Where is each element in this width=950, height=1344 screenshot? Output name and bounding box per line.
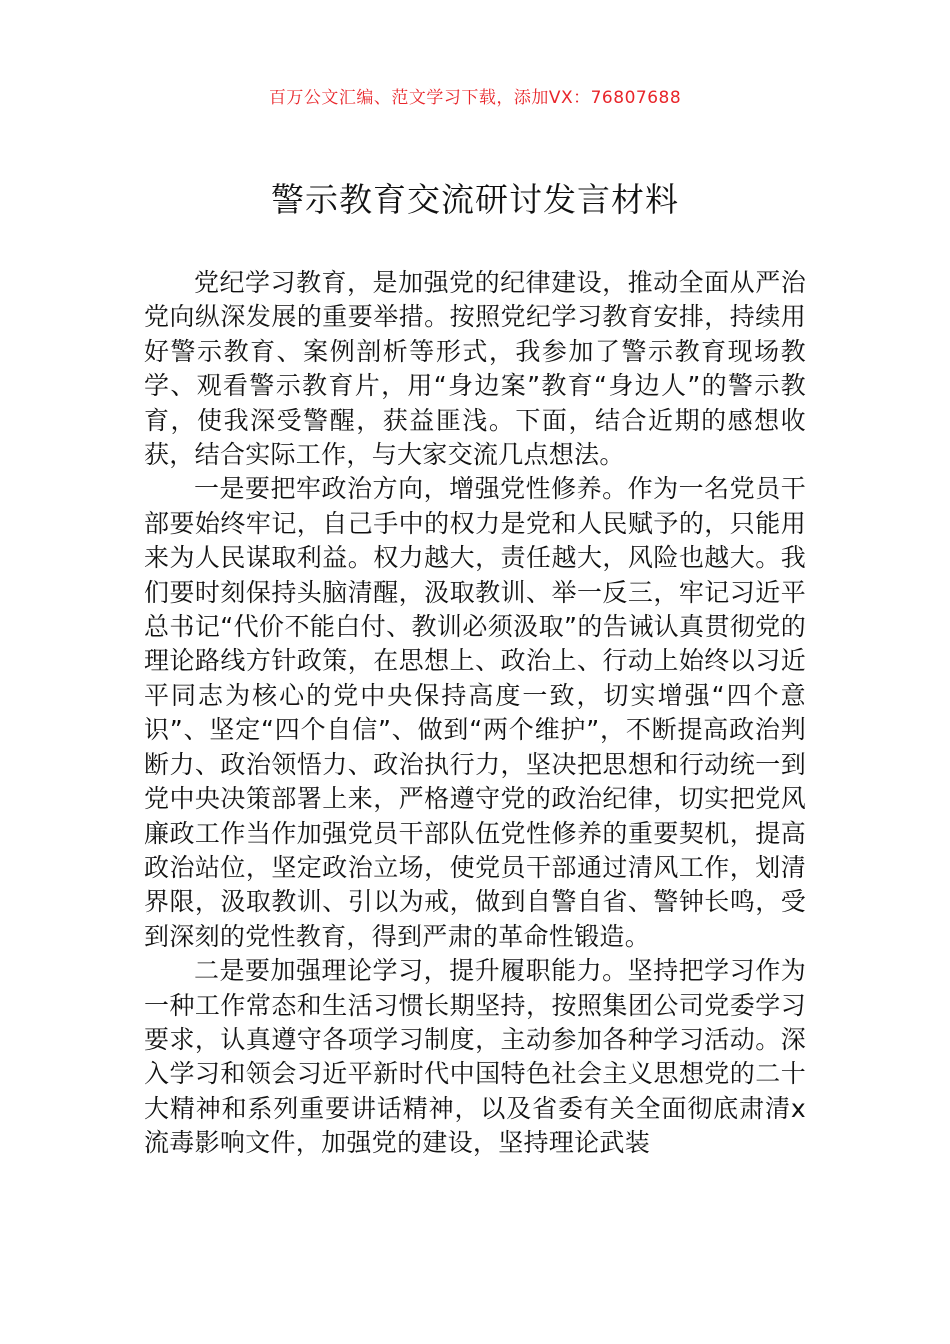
header-watermark-note: 百万公文汇编、范文学习下载，添加VX：76807688 bbox=[268, 88, 682, 108]
paragraph-point-two: 二是要加强理论学习，提升履职能力。坚持把学习作为一种工作常态和生活习惯长期坚持，按照集团公司党委学习要求，认真遵守各项学习制度，主动参加各种学习活动。深入学习和领会习近平新时代中国特色社会主义思想党的二十大精神和系列重要讲话精神，以及省委有关全面彻底肃清x流毒影响文件，加强党的建设，坚持理论武装 bbox=[144, 956, 806, 1158]
paragraph-point-one: 一是要把牢政治方向，增强党性修养。作为一名党员干部要始终牢记，自己手中的权力是党和人民赋予的，只能用来为人民谋取利益。权力越大，责任越大，风险也越大。我们要时刻保持头脑清醒，汲取教训、举一反三，牢记习近平总书记“代价不能白付、教训必须汲取”的告诫认真贯彻党的理论路线方针政策，在思想上、政治上、行动上始终以习近平同志为核心的党中央保持高度一致，切实增强“四个意识”、坚定“四个自信”、做到“两个维护”，不断提高政治判断力、政治领悟力、政治执行力，坚决把思想和行动统一到党中央决策部署上来，严格遵守党的政治纪律，切实把党风廉政工作当作加强党员干部队伍党性修养的重要契机，提高政治站位，坚定政治立场，使党员干部通过清风工作，划清界限，汲取教训、引以为戒，做到自警自省、警钟长鸣，受到深刻的党性教育，得到严肃的革命性锻造。 bbox=[144, 474, 806, 951]
document-title: 警示教育交流研讨发言材料 bbox=[271, 180, 679, 219]
paragraph-intro: 党纪学习教育，是加强党的纪律建设，推动全面从严治党向纵深发展的重要举措。按照党纪学习教育安排，持续用好警示教育、案例剖析等形式，我参加了警示教育现场教学、观看警示教育片，用“身边案”教育“身边人”的警示教育，使我深受警醒，获益匪浅。下面，结合近期的感想收获，结合实际工作，与大家交流几点想法。 bbox=[144, 268, 806, 470]
document-body bbox=[144, 266, 806, 1161]
